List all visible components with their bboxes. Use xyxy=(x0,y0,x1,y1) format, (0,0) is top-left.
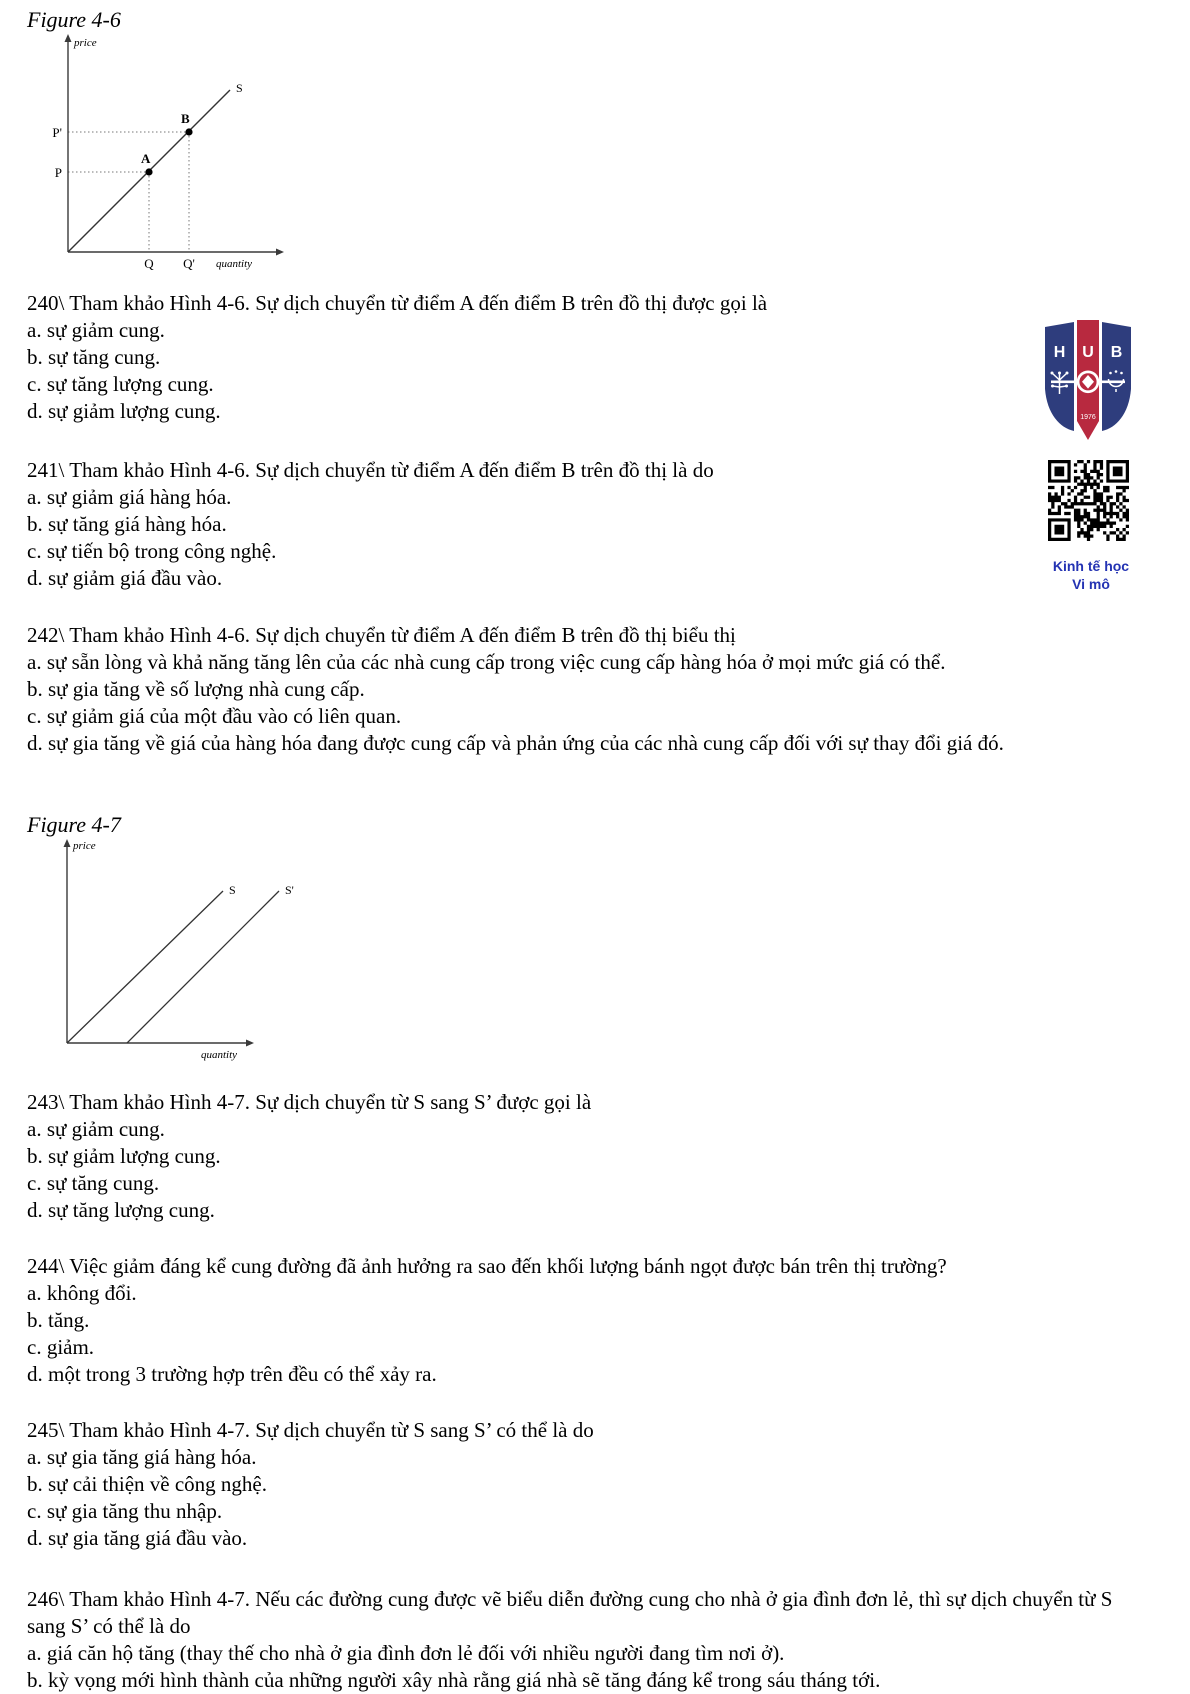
question-244-option-a: a. không đổi. xyxy=(27,1281,137,1305)
question-242-option-b: b. sự gia tăng về số lượng nhà cung cấp. xyxy=(27,677,365,701)
y-axis-label: price xyxy=(74,37,97,49)
qr-code-image xyxy=(1045,457,1132,544)
logo-letter-b: B xyxy=(1110,344,1123,361)
question-245-option-d: d. sự gia tăng giá đầu vào. xyxy=(27,1526,248,1550)
x-axis-label: quantity xyxy=(201,1049,238,1061)
question-244-option-d: d. một trong 3 trường hợp trên đều có thể xảy ra. xyxy=(27,1362,437,1386)
qr-caption-line2: Vi mô xyxy=(1072,576,1110,592)
curve-s-label: S xyxy=(229,883,236,897)
supply-curve-s xyxy=(67,891,223,1043)
curve-s-prime-label: S' xyxy=(285,883,294,897)
question-241-option-d: d. sự giảm giá đầu vào. xyxy=(27,566,223,590)
question-244-option-c: c. giảm. xyxy=(27,1335,95,1359)
question-240 xyxy=(27,290,1127,425)
y-axis-arrow-icon xyxy=(64,839,71,847)
question-243-option-a: a. sự giảm cung. xyxy=(27,1117,165,1141)
question-243-option-c: c. sự tăng cung. xyxy=(27,1171,160,1195)
figure-4-7-title: Figure 4-7 xyxy=(27,812,121,837)
qr-caption xyxy=(1045,557,1137,593)
x-axis-arrow-icon xyxy=(246,1040,254,1047)
brand-column xyxy=(1045,319,1137,593)
question-246 xyxy=(27,1586,1127,1694)
question-241-option-b: b. sự tăng giá hàng hóa. xyxy=(27,512,227,536)
y-axis-label: price xyxy=(73,840,96,852)
x-axis-arrow-icon xyxy=(276,249,284,256)
question-241-option-c: c. sự tiến bộ trong công nghệ. xyxy=(27,539,277,563)
logo-letter-u: U xyxy=(1082,344,1094,361)
question-242-option-c: c. sự giảm giá của một đầu vào có liên quan. xyxy=(27,704,402,728)
question-243-option-b: b. sự giảm lượng cung. xyxy=(27,1144,221,1168)
point-b-marker xyxy=(185,128,192,135)
x-axis-label: quantity xyxy=(216,258,253,270)
figure-4-7-chart xyxy=(20,837,320,1069)
question-245-text: 245\ Tham khảo Hình 4-7. Sự dịch chuyển từ S sang S’ có thể là do xyxy=(27,1418,594,1442)
question-243-option-d: d. sự tăng lượng cung. xyxy=(27,1198,215,1222)
question-246-option-b: b. kỳ vọng mới hình thành của những người xây nhà rằng giá nhà sẽ tăng đáng kể trong sáu tháng tới. xyxy=(27,1668,881,1692)
question-242 xyxy=(27,622,1127,757)
figure-4-7 xyxy=(27,813,1190,1069)
logo-right-panel xyxy=(1102,322,1131,431)
figure-4-6-title: Figure 4-6 xyxy=(27,7,121,32)
figure-4-6-chart xyxy=(20,32,310,274)
qr-caption-line1: Kinh tế học xyxy=(1052,558,1130,574)
curve-s-label: S xyxy=(236,81,243,95)
question-242-text: 242\ Tham khảo Hình 4-6. Sự dịch chuyển từ điểm A đến điểm B trên đồ thị biểu thị xyxy=(27,623,736,647)
supply-curve-s-prime xyxy=(127,891,279,1043)
question-245-option-c: c. sự gia tăng thu nhập. xyxy=(27,1499,223,1523)
point-a-marker xyxy=(145,168,152,175)
y-axis-arrow-icon xyxy=(65,34,72,42)
question-245-option-b: b. sự cải thiện về công nghệ. xyxy=(27,1472,267,1496)
question-243-text: 243\ Tham khảo Hình 4-7. Sự dịch chuyển từ S sang S’ được gọi là xyxy=(27,1090,592,1114)
question-246-option-a: a. giá căn hộ tăng (thay thế cho nhà ở gia đình đơn lẻ đối với nhiều người đang tìm nơi ở). xyxy=(27,1641,785,1665)
question-243 xyxy=(27,1089,1127,1224)
tick-q-prime: Q' xyxy=(183,256,195,271)
question-241 xyxy=(27,457,1127,592)
question-240-option-d: d. sự giảm lượng cung. xyxy=(27,399,221,423)
figure-4-6 xyxy=(27,8,1190,274)
question-240-option-a: a. sự giảm cung. xyxy=(27,318,165,342)
point-a-label: A xyxy=(141,151,151,166)
point-b-label: B xyxy=(181,111,190,126)
tick-q: Q xyxy=(144,256,154,271)
question-241-option-a: a. sự giảm giá hàng hóa. xyxy=(27,485,232,509)
question-245 xyxy=(27,1417,1127,1552)
question-245-option-a: a. sự gia tăng giá hàng hóa. xyxy=(27,1445,257,1469)
hub-logo xyxy=(1045,319,1131,446)
question-242-option-a: a. sự sẵn lòng và khả năng tăng lên của các nhà cung cấp trong việc cung cấp hàng hóa ở mọi mức giá có thể. xyxy=(27,650,946,674)
question-240-option-b: b. sự tăng cung. xyxy=(27,345,161,369)
question-241-text: 241\ Tham khảo Hình 4-6. Sự dịch chuyển từ điểm A đến điểm B trên đồ thị là do xyxy=(27,458,714,482)
question-244-option-b: b. tăng. xyxy=(27,1308,90,1332)
question-246-text: 246\ Tham khảo Hình 4-7. Nếu các đường cung được vẽ biểu diễn đường cung cho nhà ở gia đình đơn lẻ, thì sự dịch chuyển từ S sang S’ có thể là do xyxy=(27,1587,1113,1638)
qr-code xyxy=(1045,457,1137,551)
question-244-text: 244\ Việc giảm đáng kể cung đường đã ảnh hưởng ra sao đến khối lượng bánh ngọt được bán trên thị trường? xyxy=(27,1254,947,1278)
logo-letter-h: H xyxy=(1053,344,1066,361)
question-240-text: 240\ Tham khảo Hình 4-6. Sự dịch chuyển từ điểm A đến điểm B trên đồ thị được gọi là xyxy=(27,291,768,315)
question-244 xyxy=(27,1253,1127,1388)
tick-p-prime: P' xyxy=(52,125,62,140)
question-242-option-d: d. sự gia tăng về giá của hàng hóa đang được cung cấp và phản ứng của các nhà cung cấp đối với sự thay đổi giá đó. xyxy=(27,731,1004,755)
question-240-option-c: c. sự tăng lượng cung. xyxy=(27,372,214,396)
tick-p: P xyxy=(54,165,62,180)
logo-year: 1976 xyxy=(1080,414,1096,421)
